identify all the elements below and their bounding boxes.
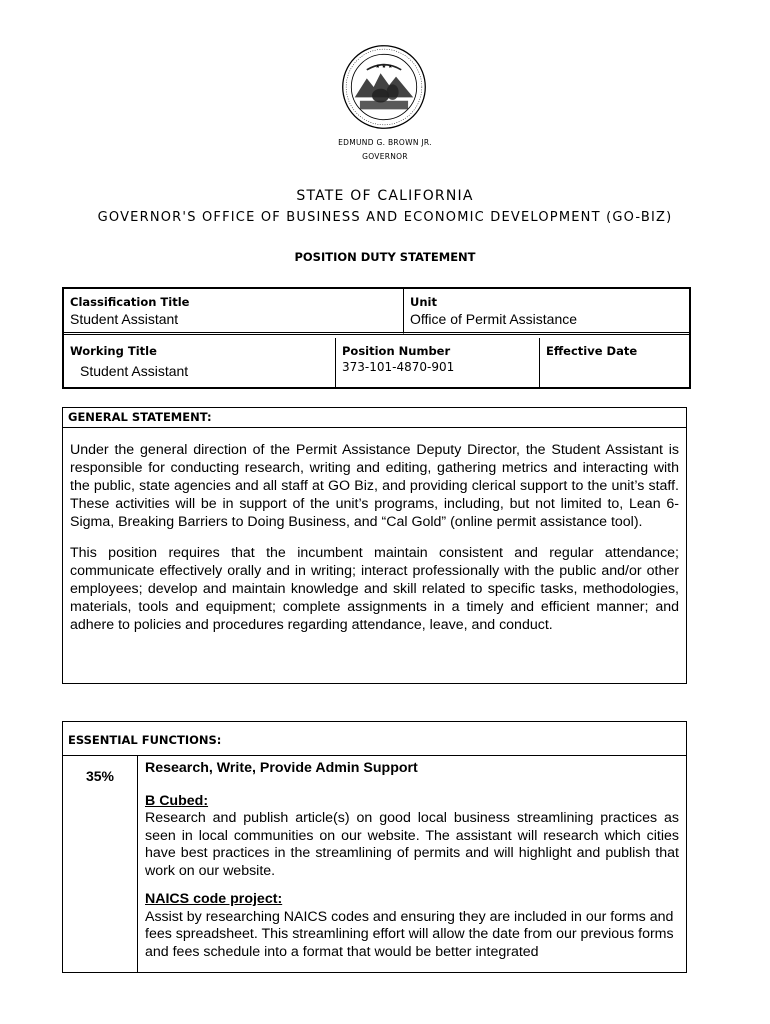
office-name: GOVERNOR'S OFFICE OF BUSINESS AND ECONOMIC DEVELOPMENT (GO-BIZ) xyxy=(97,210,673,225)
svg-text:★ ★ ★: ★ ★ ★ xyxy=(375,64,393,71)
state-name: STATE OF CALIFORNIA xyxy=(296,188,474,204)
unit-value: Office of Permit Assistance xyxy=(410,311,578,327)
b-cubed-text: Research and publish article(s) on good local business streamlining practices as seen in local communities on our website. The assistant will research which cities have best practices in the streamlining of permits and will highlight and publish that work on our website. xyxy=(145,810,679,879)
classification-label: Classification Title xyxy=(70,295,190,309)
function-title: Research, Write, Provide Admin Support xyxy=(145,760,418,776)
b-cubed-title: B Cubed: xyxy=(145,792,209,809)
state-seal-image xyxy=(341,44,427,130)
working-title-value: Student Assistant xyxy=(80,363,189,379)
governor-name: EDMUND G. BROWN JR. xyxy=(338,138,432,147)
effective-date-label: Effective Date xyxy=(546,344,638,358)
general-statement-paragraph-2: This position requires that the incumbent maintain consistent and regular attendance; communicate effectively orally and in writing; interact professionally with the public and/or other employees; develop and maintain knowledge and skill related to specific tasks, methodologies, materials, tools and equipment; complete assignments in a timely and efficient manner; and adhere to policies and procedures regarding attendance, leave, and conduct. xyxy=(70,545,679,633)
general-statement-section xyxy=(62,407,687,684)
position-info-table xyxy=(62,287,691,389)
working-title-label: Working Title xyxy=(70,344,157,358)
effective-date-cell xyxy=(540,338,689,387)
position-number-value: 373-101-4870-901 xyxy=(342,360,455,374)
position-number-cell xyxy=(336,338,540,387)
essential-function-row xyxy=(63,756,686,972)
essential-functions-heading: ESSENTIAL FUNCTIONS: xyxy=(63,722,686,756)
working-title-cell xyxy=(64,338,336,387)
function-percent: 35% xyxy=(63,756,138,972)
naics-title: NAICS code project: xyxy=(145,891,283,907)
naics-text: Assist by researching NAICS codes and ensuring they are included in our forms and fees spreadsheet. This streamlining effort will allow the date from our previous forms and fees schedule into a format that would be better integrated xyxy=(145,908,674,960)
general-statement-heading: GENERAL STATEMENT: xyxy=(63,408,686,428)
essential-functions-section xyxy=(62,721,687,973)
unit-label: Unit xyxy=(410,295,437,309)
position-number-label: Position Number xyxy=(342,344,451,358)
governor-title: GOVERNOR xyxy=(362,152,408,161)
classification-cell xyxy=(64,289,404,335)
general-statement-paragraph-1: Under the general direction of the Permit Assistance Deputy Director, the Student Assistant is responsible for conducting research, writing and editing, gathering metrics and interacting with the public, state agencies and all staff at GO Biz, and providing clerical support to the unit’s staff. These activities will be in support of the unit’s programs, including, but not limited to, Lean 6- Sigma, Breaking Barriers to Doing Business, and “Cal Gold” (online permit assistance tool). xyxy=(70,442,679,530)
classification-value: Student Assistant xyxy=(70,311,179,327)
unit-cell xyxy=(404,289,689,335)
function-description xyxy=(145,760,679,961)
document-title: POSITION DUTY STATEMENT xyxy=(294,250,476,264)
